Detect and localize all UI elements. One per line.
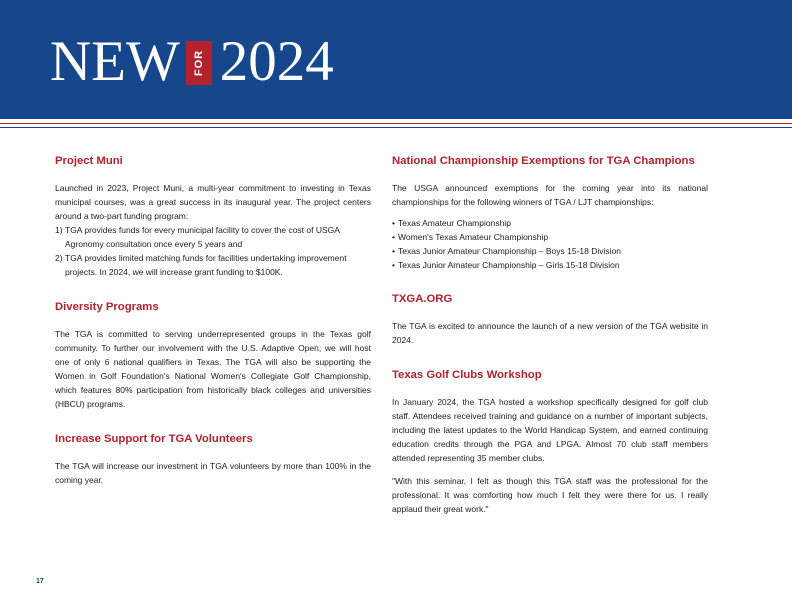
section-project-muni bbox=[55, 154, 371, 279]
section-body: In January 2024, the TGA hosted a workshop specifically designed for golf club staff. Attendees received training and guidance on a number of important subjects, including the latest updates to the World Handicap System, and earned continuing education credits through the PGA and LPGA. Almost 70 club staff members attended representing 35 member clubs. bbox=[392, 397, 708, 463]
title-for-badge bbox=[186, 41, 212, 85]
list-item bbox=[55, 223, 371, 251]
section-heading: Increase Support for TGA Volunteers bbox=[55, 433, 253, 445]
list-item: • Texas Junior Amateur Championship – Girls 15-18 Division bbox=[392, 258, 708, 272]
section-body: The USGA announced exemptions for the coming year into its national championships for the following winners of TGA / LJT championships: bbox=[392, 183, 708, 207]
title-new: NEW bbox=[50, 29, 180, 93]
section-workshop bbox=[392, 368, 708, 516]
section-diversity bbox=[55, 300, 371, 411]
section-heading: Texas Golf Clubs Workshop bbox=[392, 369, 542, 381]
section-heading: Project Muni bbox=[55, 155, 123, 167]
testimonial-quote: "With this seminar, I felt as though this TGA staff was the professional for the professional. It was comforting how much I felt they were there for us. I really applaud their great work." bbox=[392, 476, 708, 514]
list-item: • Texas Junior Amateur Championship – Boys 15-18 Division bbox=[392, 244, 708, 258]
section-exemptions bbox=[392, 154, 708, 272]
divider-red bbox=[0, 123, 792, 124]
list-item-text: TGA provides funds for every municipal facility to cover the cost of USGA Agronomy consultation once every 5 years and bbox=[65, 225, 340, 249]
list-item-number: 2) bbox=[55, 253, 63, 263]
list-item: • Texas Amateur Championship bbox=[392, 216, 708, 230]
right-column bbox=[392, 154, 708, 525]
section-body: The TGA is excited to announce the launch of a new version of the TGA website in 2024. bbox=[392, 321, 708, 345]
section-volunteers bbox=[55, 432, 371, 487]
page-title bbox=[50, 28, 334, 94]
divider-blue bbox=[0, 127, 792, 128]
section-body: Launched in 2023, Project Muni, a multi-year commitment to investing in Texas municipal courses, was a great success in its inaugural year. The project centers around a two-part funding program: bbox=[55, 183, 371, 221]
header-banner bbox=[0, 0, 792, 119]
page-number: 17 bbox=[36, 578, 44, 585]
title-for-text: FOR bbox=[192, 49, 205, 77]
section-heading: Diversity Programs bbox=[55, 301, 159, 313]
section-heading: National Championship Exemptions for TGA Champions bbox=[392, 155, 695, 167]
list-item-text: TGA provides limited matching funds for facilities undertaking improvement projects. In 2024, we will increase grant funding to $100K. bbox=[65, 253, 347, 277]
section-body: The TGA will increase our investment in TGA volunteers by more than 100% in the coming year. bbox=[55, 461, 371, 485]
section-body: The TGA is committed to serving underrepresented groups in the Texas golf community. To further our involvement with the U.S. Adaptive Open, we will host one of only 6 national qualifiers in Texas. The TGA will also be supporting the Women in Golf Foundation's National Women's Collegiate Golf Championship, which features 80% participation from historically black colleges and universities (HBCU) programs. bbox=[55, 329, 371, 409]
title-year: 2024 bbox=[219, 29, 334, 93]
funding-list bbox=[55, 223, 371, 279]
list-item-number: 1) bbox=[55, 225, 63, 235]
section-heading: TXGA.ORG bbox=[392, 293, 453, 305]
list-item: • Women's Texas Amateur Championship bbox=[392, 230, 708, 244]
section-txga bbox=[392, 292, 708, 347]
left-column bbox=[55, 154, 371, 496]
list-item bbox=[55, 251, 371, 279]
exemption-list bbox=[392, 216, 708, 272]
